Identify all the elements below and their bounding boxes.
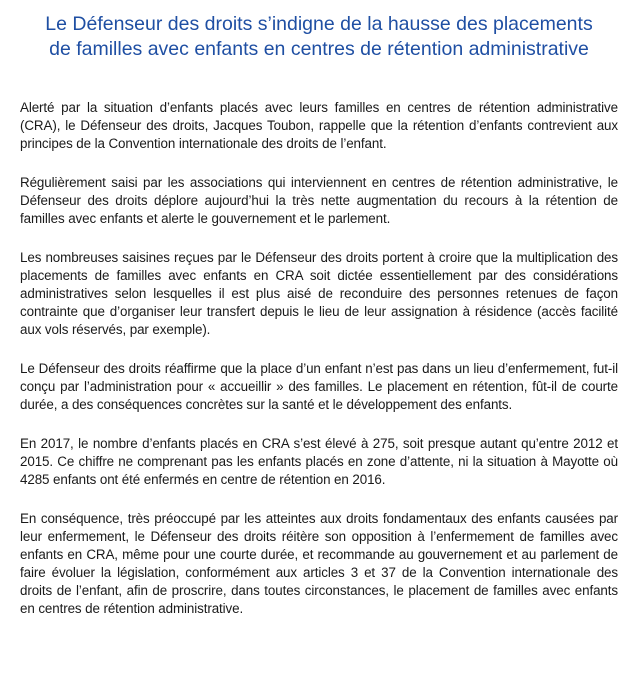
paragraph-2: Régulièrement saisi par les associations qui interviennent en centres de rétention administrative, le Défenseur des droits déplore aujourd’hui la très nette augmentation du recours à la rétention de familles avec enfants et alerte le gouvernement et le parlement. [20, 175, 618, 226]
paragraph-3: Les nombreuses saisines reçues par le Défenseur des droits portent à croire que la multiplication des placements de familles avec enfants en CRA soit dictée essentiellement par des considérations administratives selon lesquelles il est plus aisé de reconduire des personnes retenues de façon contrainte que d’organiser leur transfert depuis le lieu de leur assignation à résidence (accès facilité aux vols réservés, par exemple). [20, 250, 618, 337]
press-release-body [20, 99, 618, 618]
paragraph-4: Le Défenseur des droits réaffirme que la place d’un enfant n’est pas dans un lieu d’enfermement, fut-il conçu par l’administration pour « accueillir » des familles. Le placement en rétention, fût-il de courte durée, a des conséquences concrètes sur la santé et le développement des enfants. [20, 361, 618, 412]
press-release-title: Le Défenseur des droits s’indigne de la hausse des placements de familles avec enfants en centres de rétention administrative [45, 13, 593, 60]
paragraph-6: En conséquence, très préoccupé par les atteintes aux droits fondamentaux des enfants causées par leur enfermement, le Défenseur des droits réitère son opposition à l’enfermement de familles avec enfants en CRA, même pour une courte durée, et recommande au gouvernement et au parlement de faire évoluer la législation, conformément aux articles 3 et 37 de la Convention internationale des droits de l’enfant, afin de proscrire, dans toutes circonstances, le placement de familles avec enfants en centres de rétention administrative. [20, 511, 618, 616]
paragraph-1: Alerté par la situation d’enfants placés avec leurs familles en centres de rétention administrative (CRA), le Défenseur des droits, Jacques Toubon, rappelle que la rétention d’enfants contrevient aux principes de la Convention internationale des droits de l’enfant. [20, 100, 618, 151]
paragraph-5: En 2017, le nombre d’enfants placés en CRA s’est élevé à 275, soit presque autant qu’entre 2012 et 2015. Ce chiffre ne comprenant pas les enfants placés en zone d’attente, ni la situation à Mayotte où 4285 enfants ont été enfermés en centre de rétention en 2016. [20, 436, 618, 487]
